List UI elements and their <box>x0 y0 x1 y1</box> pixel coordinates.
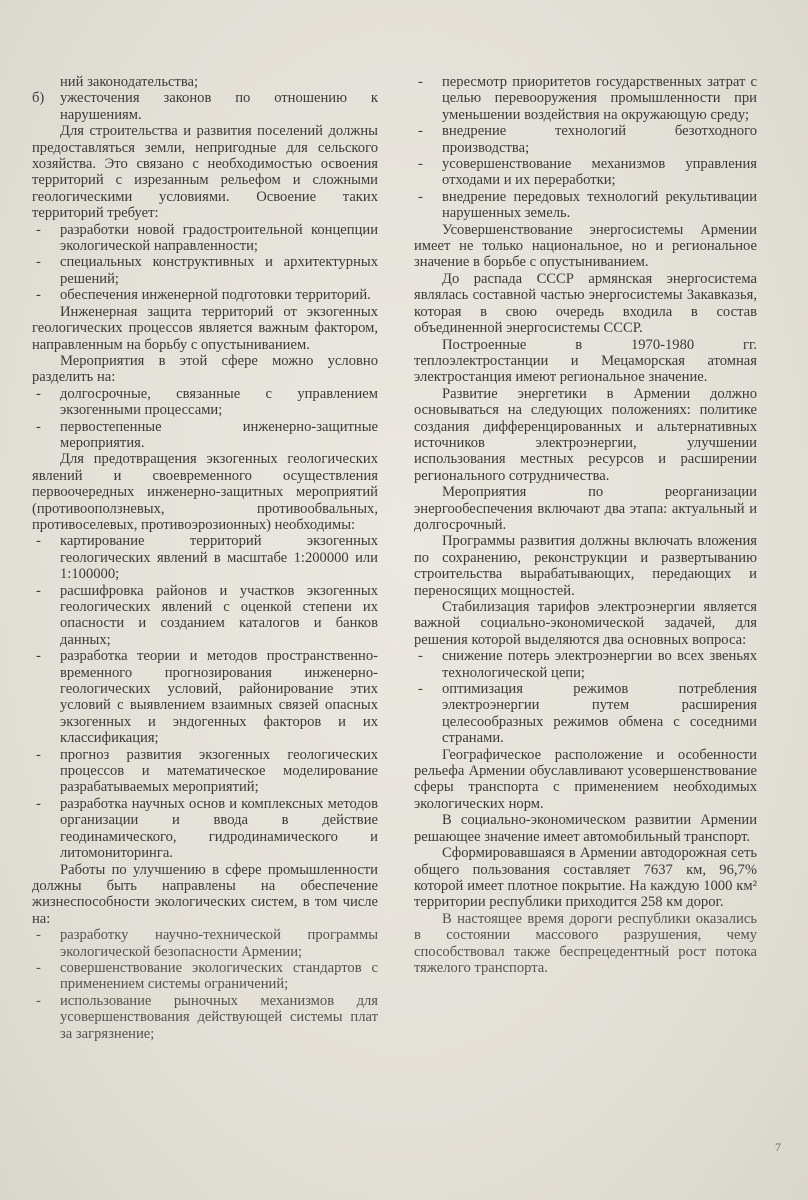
list-item-text: усовершенствование механизмов управления отходами и их переработки; <box>442 156 757 189</box>
list-item-text: разработки новой градостроительной концепции экологической направленности; <box>60 221 378 255</box>
list-item-text: разработка теории и методов пространственно-временного прогнозирования инженерно-геологических условий, районирование этих условий с выявлением взаимных связей опасных экзогенных и эндогенных факторов и их классификация; <box>60 648 378 747</box>
list-item-text: расшифровка районов и участков экзогенных геологических явлений с оценкой степени их опасности и созданием каталогов и банков данных; <box>60 582 378 648</box>
paragraph: Стабилизация тарифов электроэнергии является важной социально-экономической задачей, для решения которой выделяются два основных вопроса: <box>414 599 757 648</box>
list-item-text: пересмотр приоритетов государственных затрат с целью перевооружения промышленности при уменьшении воздействия на окружающую среду; <box>442 74 757 123</box>
list-item <box>32 583 378 649</box>
list-item <box>32 747 378 796</box>
list-item <box>32 960 378 993</box>
list-item-text: долгосрочные, связанные с управлением экзогенными процессами; <box>60 385 378 419</box>
paragraph: Для строительства и развития поселений должны предоставляться земли, непригодные для сельского хозяйства. Это связано с необходимостью освоения территорий с изрезанным рельефом и сложными геологическими условиями. Освоение таких территорий требует: <box>32 123 378 222</box>
list-item-text: специальных конструктивных и архитектурных решений; <box>60 254 378 287</box>
list-dash: - <box>418 74 423 90</box>
list-item-b <box>32 90 378 123</box>
continued-text: ний законодательства; <box>60 74 199 90</box>
list-dash: - <box>36 582 41 599</box>
list-dash: - <box>418 123 423 140</box>
list-dash: - <box>36 287 41 304</box>
page-number: 7 <box>775 1140 781 1154</box>
list-item-text: оптимизация режимов потребления электроэнергии путем расширения целесообразных режимов обмена с соседними странами. <box>442 681 757 747</box>
paragraph: Сформировавшаяся в Армении автодорожная сеть общего пользования составляет 7637 км, 96,7% которой имеет плотное покрытие. На каждую 1000 км² территории республики приходится 258 км дорог. <box>414 845 757 911</box>
list-item <box>32 927 378 960</box>
right-column <box>414 74 757 976</box>
list-item-text: совершенствование экологических стандартов с применением системы ограничений; <box>60 959 378 993</box>
list-item-text: внедрение технологий безотходного производства; <box>442 123 757 156</box>
list-item-text: использование рыночных механизмов для усовершенствования действующей системы плат за загрязнение; <box>60 992 378 1042</box>
paragraph: Усовершенствование энергосистемы Армении имеет не только национальное, но и региональное значение в борьбе с опустыниванием. <box>414 221 757 271</box>
list-item <box>414 156 757 189</box>
list-item-text: первостепенные инженерно-защитные мероприятия. <box>60 418 378 451</box>
list-dash: - <box>418 156 423 173</box>
paragraph: Инженерная защита территорий от экзогенных геологических процессов является важным фактором, направленным на борьбу с опустыниванием. <box>32 303 378 353</box>
list-dash: - <box>36 959 41 976</box>
paragraph: Мероприятия по реорганизации энергообеспечения включают два этапа: актуальный и долгосрочный. <box>414 484 757 533</box>
list-dash: - <box>36 418 41 435</box>
bullet-list <box>32 386 378 452</box>
list-item-text: обеспечения инженерной подготовки территорий. <box>60 287 371 304</box>
list-item <box>32 993 378 1042</box>
paragraph: До распада СССР армянская энергосистема являлась составной частью энергосистемы Закавказья, которая в свою очередь входила в состав объединенной энергосистемы СССР. <box>414 270 757 337</box>
bullet-list <box>32 222 378 304</box>
paragraph: Работы по улучшению в сфере промышленности должны быть направлены на обеспечение жизнеспособности экологических систем, в том числе на: <box>32 861 378 927</box>
list-item <box>414 681 757 747</box>
list-dash: - <box>36 992 41 1009</box>
list-item <box>32 386 378 419</box>
bullet-list <box>32 927 378 1042</box>
list-item <box>414 189 757 222</box>
list-marker: б) <box>32 90 45 107</box>
list-item <box>32 419 378 452</box>
list-item <box>32 287 378 303</box>
paragraph: Географическое расположение и особенности рельефа Армении обуславливают усовершенствование сферы транспорта с применением необходимых экологических норм. <box>414 746 757 812</box>
list-dash: - <box>36 533 41 550</box>
paragraph: Для предотвращения экзогенных геологических явлений и своевременного осуществления первоочередных инженерно-защитных мероприятий (противооползневых, противообвальных, противоселевых, противоэрозионных) необходимы: <box>32 451 378 533</box>
list-dash: - <box>418 648 423 665</box>
paragraph: Мероприятия в этой сфере можно условно разделить на: <box>32 352 378 386</box>
list-dash: - <box>36 221 41 238</box>
paragraph: В социально-экономическом развитии Армении решающее значение имеет автомобильный транспорт. <box>414 812 757 845</box>
list-dash: - <box>36 927 41 944</box>
bullet-list <box>414 74 757 222</box>
list-item-text: внедрение передовых технологий рекультивации нарушенных земель. <box>442 188 757 222</box>
list-dash: - <box>418 188 423 205</box>
bullet-list <box>32 533 378 861</box>
list-item-text: картирование территорий экзогенных геологических явлений в масштабе 1:200000 или 1:100000; <box>60 533 378 583</box>
list-item-text: снижение потерь электроэнергии во всех звеньях технологической цепи; <box>442 648 757 681</box>
paragraph: Программы развития должны включать вложения по сохранению, реконструкции и развертыванию строительства вырабатывающих, передающих и переносящих мощностей. <box>414 533 757 599</box>
list-dash: - <box>36 795 41 812</box>
list-item <box>32 796 378 862</box>
list-dash: - <box>36 254 41 271</box>
list-item <box>32 648 378 746</box>
list-item-text: ужесточения законов по отношению к нарушениям. <box>60 90 378 123</box>
list-item-text: прогноз развития экзогенных геологических процессов и математическое моделирование разрабатываемых мероприятий; <box>60 746 378 796</box>
list-item <box>32 533 378 582</box>
list-item <box>414 648 757 681</box>
list-item <box>414 74 757 123</box>
paragraph: Развитие энергетики в Армении должно основываться на следующих положениях: политике создания дифференцированных и альтернативных источников электроэнергии, улучшении использования местных ресурсов и расширении регионального сотрудничества. <box>414 385 757 484</box>
paragraph: В настоящее время дороги республики оказались в состоянии массового разрушения, чему способствовал также беспрецедентный рост потока тяжелого транспорта. <box>414 910 757 976</box>
bullet-list <box>414 648 757 746</box>
list-item <box>414 123 757 156</box>
paragraph: Построенные в 1970-1980 гг. теплоэлектростанции и Мецаморская атомная электростанция имеют региональное значение. <box>414 336 757 386</box>
left-column <box>32 74 378 1042</box>
list-dash: - <box>36 648 41 665</box>
list-dash: - <box>36 385 41 402</box>
list-item <box>32 254 378 287</box>
list-item-text: разработку научно-технической программы экологической безопасности Армении; <box>60 927 378 960</box>
list-item <box>32 222 378 255</box>
list-dash: - <box>418 681 423 698</box>
list-item-text: разработка научных основ и комплексных методов организации и ввода в действие геодинамического, гидродинамического и литомониторинга. <box>60 795 378 862</box>
list-dash: - <box>36 746 41 763</box>
